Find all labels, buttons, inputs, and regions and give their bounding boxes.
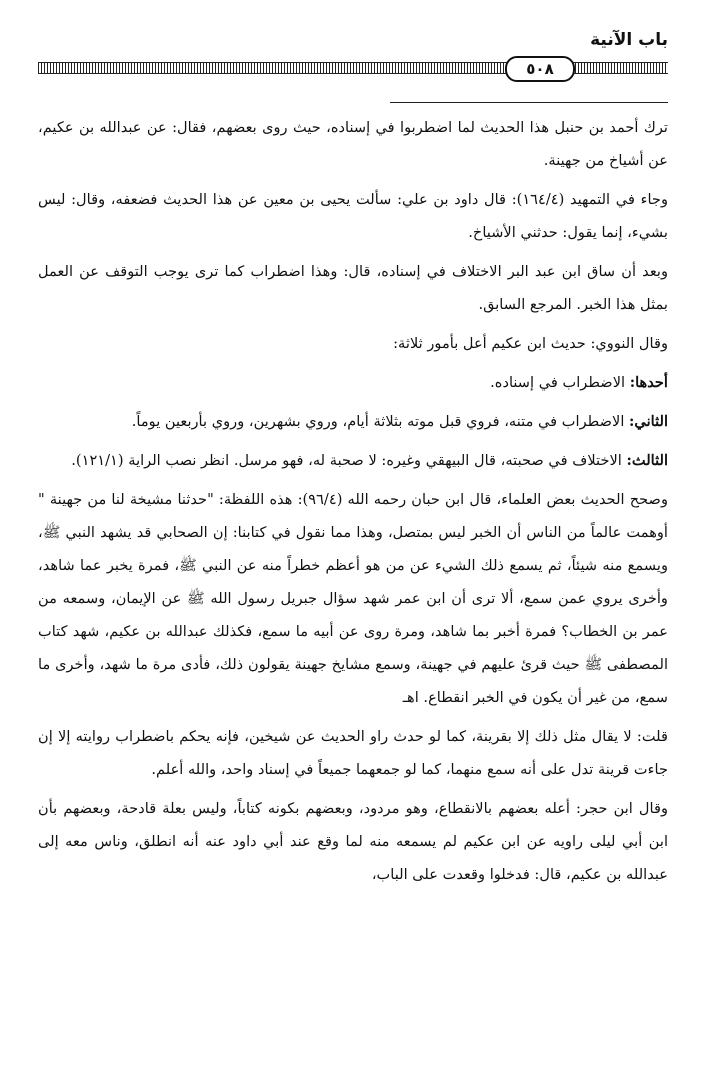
main-text <box>38 111 668 897</box>
paragraph-text: ترك أحمد بن حنبل هذا الحديث لما اضطربوا في إسناده، حيث روى بعضهم، فقال: عن عبدالله بن عكيم، عن أشياخ من جهينة. <box>38 119 668 169</box>
paragraph-lead: الثالث: <box>626 452 668 469</box>
paragraph-text: وجاء في التمهيد (١٦٤/٤): قال داود بن علي: سألت يحيى بن معين عن هذا الحديث فضعفه، وقال: ليس بشيء، إنما يقول: حدثني الأشياخ. <box>38 191 668 241</box>
paragraph <box>38 444 668 477</box>
paragraph-text: وقال النووي: حديث ابن عكيم أعل بأمور ثلاثة: <box>393 335 668 352</box>
paragraph <box>38 792 668 891</box>
paragraph <box>38 183 668 249</box>
paragraph <box>38 111 668 177</box>
paragraph-text: قلت: لا يقال مثل ذلك إلا بقرينة، كما لو حدث راو الحديث عن شيخين، فإنه يحكم باضطراب روايته إلا إن جاءت قرينة تدل على أنه سمع منهما، كما لو جمعهما جميعاً في إسناد واحد، والله أعلم. <box>38 728 668 778</box>
paragraph <box>38 255 668 321</box>
paragraph <box>38 720 668 786</box>
paragraph <box>38 366 668 399</box>
paragraph-text: وبعد أن ساق ابن عبد البر الاختلاف في إسناده، قال: وهذا اضطراب كما ترى يوجب التوقف عن العمل بمثل هذا الخبر. المرجع السابق. <box>38 263 668 313</box>
paragraph <box>38 327 668 360</box>
page-number: ٥٠٨ <box>505 56 575 82</box>
paragraph-text: الاضطراب في متنه، فروي قبل موته بثلاثة أيام، وروي بشهرين، وروي بأربعين يوماً. <box>131 413 630 430</box>
paragraph-text: الاختلاف في صحبته، قال البيهقي وغيره: لا صحبة له، فهو مرسل. انظر نصب الراية (١٢١/١). <box>71 452 627 469</box>
chapter-title: باب الآنية <box>590 30 668 50</box>
paragraph-text: وقال ابن حجر: أعله بعضهم بالانقطاع، وهو مردود، وبعضهم بكونه كتاباً، وليس بعلة قادحة، وبعضهم بأن ابن أبي ليلى راويه عن ابن عكيم لم يسمعه منه لما وقع عند أبي داود عنه أنه انطلق، وناس معه إلى عبدالله بن عكيم، قال: فدخلوا وقعدت على الباب، <box>38 800 668 883</box>
paragraph <box>38 483 668 714</box>
paragraph-text: وصحح الحديث بعض العلماء، قال ابن حبان رحمه الله (٩٦/٤): هذه اللفظة: "حدثنا مشيخة لنا من جهينة " أوهمت عالماً من الناس أن الخبر ليس بمتصل، وهذا مما نقول في كتابنا: إن الصحابي قد يشهد النبي ﷺ، ويسمع منه شيئاً، ثم يسمع ذلك الشيء عن من هو أعظم خطراً منه عن النبي ﷺ، فمرة يخبر عما شاهد، وأخرى يروي عمن سمع، ألا ترى أن ابن عمر شهد سؤال جبريل رسول الله ﷺ عن الإيمان، وسمعه من عمر بن الخطاب؟ فمرة أخبر بما شاهد، ومرة روى عن أبيه ما سمع، فكذلك عبدالله بن عكيم، شهد كتاب المصطفى ﷺ حيث قرئ عليهم في جهينة، وسمع مشايخ جهينة يقولون ذلك، فأدى مرة ما شهد، وأخرى ما سمع، من غير أن يكون في الخبر انقطاع. اهـ <box>38 491 668 706</box>
paragraph <box>38 405 668 438</box>
paragraph-text: الاضطراب في إسناده. <box>490 374 630 391</box>
paragraph-lead: الثاني: <box>629 413 668 430</box>
paragraph-lead: أحدها: <box>629 374 668 391</box>
footnote-separator <box>390 102 668 103</box>
